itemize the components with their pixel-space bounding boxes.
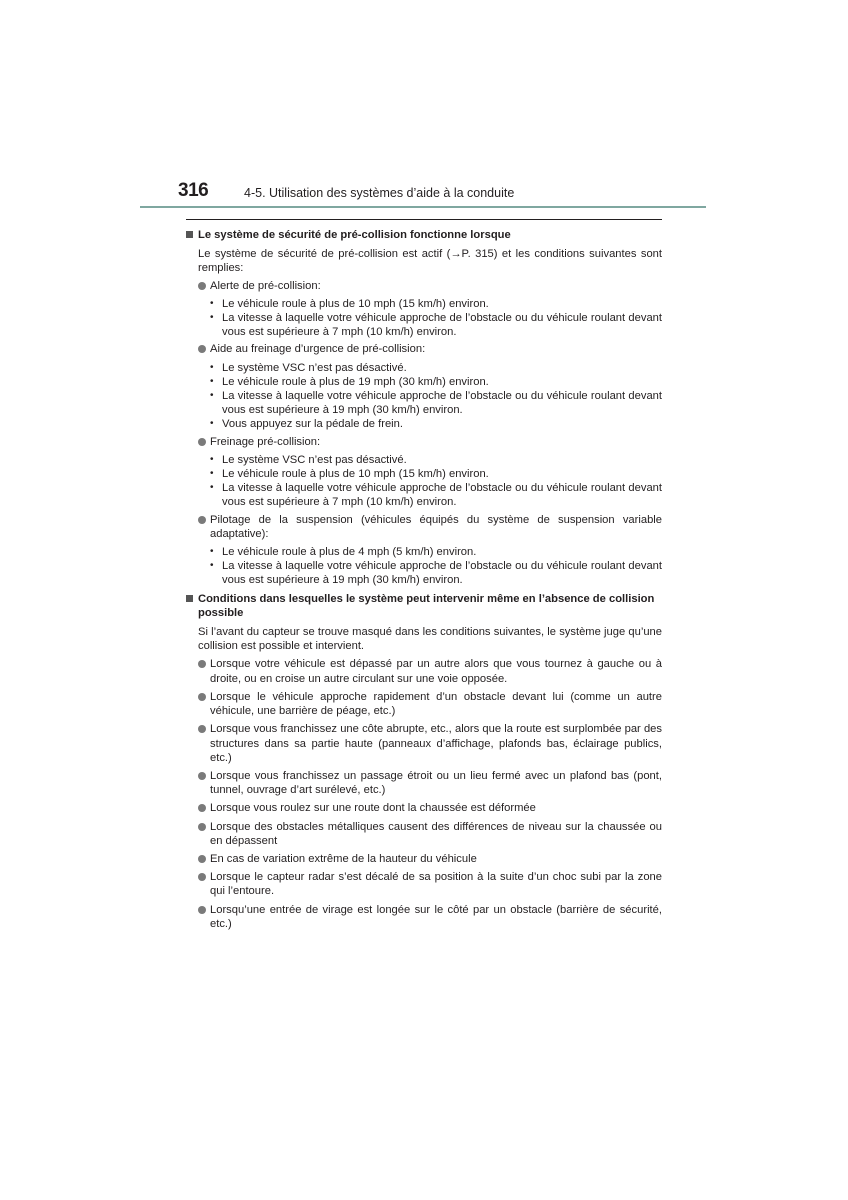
condition-group-label: Aide au freinage d’urgence de pré-collision: (186, 342, 662, 356)
condition-group-label: Alerte de pré-collision: (186, 279, 662, 293)
list-item: • Vous appuyez sur la pédale de frein. (186, 417, 662, 431)
list-item: Lorsque des obstacles métalliques causent des différences de niveau sur la chaussée ou en dépassent (186, 820, 662, 848)
list-item: • La vitesse à laquelle votre véhicule approche de l’obstacle ou du véhicule roulant devant vous est supérieure à 19 mph (30 km/h) environ. (186, 559, 662, 587)
list-item: Lorsque votre véhicule est dépassé par un autre alors que vous tournez à gauche ou à droite, ou en croise un autre circulant sur une voie opposée. (186, 657, 662, 685)
list-item: En cas de variation extrême de la hauteur du véhicule (186, 852, 662, 866)
list-item: • Le véhicule roule à plus de 4 mph (5 km/h) environ. (186, 545, 662, 559)
list-item: • Le système VSC n’est pas désactivé. (186, 453, 662, 467)
page-header (178, 180, 706, 208)
list-item: • La vitesse à laquelle votre véhicule approche de l’obstacle ou du véhicule roulant devant vous est supérieure à 7 mph (10 km/h) environ. (186, 481, 662, 509)
list-item: • La vitesse à laquelle votre véhicule approche de l’obstacle ou du véhicule roulant devant vous est supérieure à 19 mph (30 km/h) environ. (186, 389, 662, 417)
list-item: Lorsqu’une entrée de virage est longée sur le côté par un obstacle (barrière de sécurité, etc.) (186, 903, 662, 931)
list-item: • Le véhicule roule à plus de 19 mph (30 km/h) environ. (186, 375, 662, 389)
list-item: Lorsque le véhicule approche rapidement d’un obstacle devant lui (comme un autre véhicule, une barrière de péage, etc.) (186, 690, 662, 718)
list-item: • Le véhicule roule à plus de 10 mph (15 km/h) environ. (186, 467, 662, 481)
list-item: Lorsque vous franchissez une côte abrupte, etc., alors que la route est surplombée par des structures dans sa partie haute (panneaux d’affichage, plafonds bas, éclairage publics, etc.) (186, 722, 662, 765)
header-rule (140, 206, 706, 208)
section-intro: Le système de sécurité de pré-collision est actif (→P. 315) et les conditions suivantes sont remplies: (198, 248, 662, 275)
section-title: Conditions dans lesquelles le système peut intervenir même en l’absence de collision possible (186, 592, 662, 620)
section-intro: Si l’avant du capteur se trouve masqué dans les conditions suivantes, le système juge qu’une collision est possible et intervient. (198, 626, 662, 653)
list-item: • Le véhicule roule à plus de 10 mph (15 km/h) environ. (186, 297, 662, 311)
condition-list (186, 545, 662, 588)
list-item: Lorsque vous roulez sur une route dont la chaussée est déformée (186, 801, 662, 815)
page-number: 316 (178, 180, 209, 201)
section-pre-collision-operation (186, 228, 662, 588)
section-title: Le système de sécurité de pré-collision fonctionne lorsque (186, 228, 662, 242)
condition-group-label: Pilotage de la suspension (véhicules équipés du système de suspension variable adaptative): (186, 513, 662, 541)
list-item: • Le système VSC n’est pas désactivé. (186, 361, 662, 375)
list-item: Lorsque vous franchissez un passage étroit ou un lieu fermé avec un plafond bas (pont, tunnel, ouvrage d’art surélevé, etc.) (186, 769, 662, 797)
list-item: • La vitesse à laquelle votre véhicule approche de l’obstacle ou du véhicule roulant devant vous est supérieure à 7 mph (10 km/h) environ. (186, 311, 662, 339)
section-false-activation (186, 592, 662, 931)
page-content (186, 227, 662, 931)
section-rule (186, 219, 662, 220)
condition-list (186, 453, 662, 510)
list-item: Lorsque le capteur radar s’est décalé de sa position à la suite d’un choc subi par la zone qui l’entoure. (186, 870, 662, 898)
condition-list (186, 297, 662, 340)
condition-group-label: Freinage pré-collision: (186, 435, 662, 449)
chapter-title: 4-5. Utilisation des systèmes d’aide à la conduite (244, 186, 515, 200)
condition-list (186, 361, 662, 432)
